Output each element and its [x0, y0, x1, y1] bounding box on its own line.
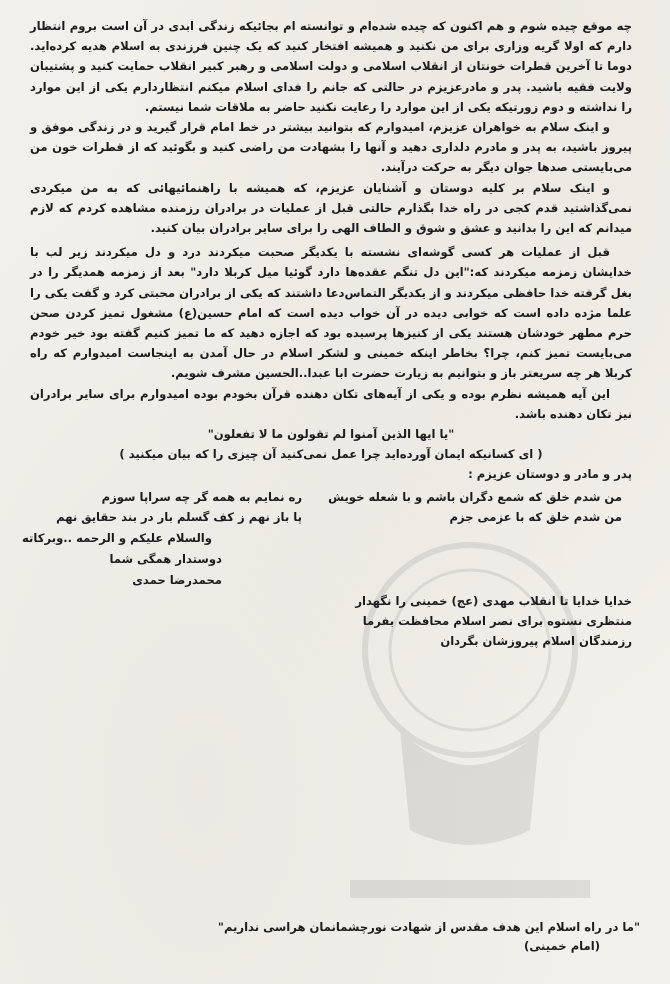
signature-block: [30, 549, 632, 591]
footer-source: (امام خمینی): [524, 939, 600, 953]
poem-line-2a: من شدم خلق که با عزمی جزم: [449, 509, 622, 524]
prayer-line-1: خدایا خدایا تا انقلاب مهدی (عج) خمینی را نگهدار: [355, 593, 632, 608]
signature-name: محمدرضا حمدی: [132, 572, 222, 587]
poem-line-2b: پا باز نهم ز کف گسلم بار در بند حقایق نهم: [56, 509, 302, 524]
letter-body: [22, 16, 632, 651]
closing-salutation: والسلام علیکم و الرحمه ..وبرکاته: [22, 530, 212, 545]
verse-translation: ( ای کسانیکه ایمان آورده‌اید چرا عمل نمی‌کنید آن چیزی را که بیان میکنید ): [119, 447, 543, 462]
paragraph-4: قبل از عملیات هر کسی گوشه‌ای نشسته با یکدیگر صحبت میکردند درد و دل میکردند زیر لب با خدایشان زمزمه میکردند که:"این دل تنگم عقده‌ها دارد گوئیا میل کربلا دارد" بعد از زمزمه همدیگر را در بغل گرفته خدا حافظی میکردند و از یکدیگر التماس‌دعا داشتند که یکی از برادران محبتی کرد و گفت یکی را علما مژده داده است که خوابی دیده در آن خواب دیده است که امام حسین(ع) مشغول تمیز کردن صحن حرم مطهر خودشان هستند یکی از کنیزها پرسیده بود که اجازه دهید که ما تمیز کنیم گفته بود خیر خودم می‌بایست تمیز کنم، چرا؟ بخاطر اینکه خمینی و لشکر اسلام در حال آمدن به اینجاست امیدوارم که راه کربلا هر چه سریعتر باز و بتوانیم به زیارت حضرت ابا عبدا..الحسین مشرف شویم.: [30, 245, 632, 381]
signature-line-1: دوستدار همگی شما: [109, 551, 222, 566]
poem-line-1a: من شدم خلق که شمع دگران باشم و با شعله خویش: [328, 489, 622, 504]
paragraph-2: و اینک سلام به خواهران عزیزم، امیدوارم که بتوانید بیشتر در خط امام قرار گیرید و در زندگی موفق و پیروز باشید، به پدر و مادرم دلداری دهید و آنها را بشهادت من راضی کنید و بگوئید که از قطرات خون من می‌بایستی صدها جوان دیگر به حرکت درآیند.: [30, 120, 632, 175]
footer-quote: "ما در راه اسلام این هدف مقدس از شهادت نورچشمانمان هراسی نداریم": [217, 920, 640, 934]
prayer-line-3: رزمندگان اسلام پیروزشان بگردان: [440, 634, 632, 649]
paragraph-3: و اینک سلام بر کلیه دوستان و آشنایان عزیزم، که همیشه با راهنمائیهائی که به من میکردی نمی‌گذاشتید قدم کجی در راه خدا بگذارم حالتی قبل از عملیات در برادران رزمنده مشاهده کردم که لازم میدانم که این را بدانید و عشق و شوق و الطاف الهی را برای سایر برادران بیان کنید.: [30, 180, 632, 236]
prayer-line-2: منتظری نستوه برای نصر اسلام محافظت بفرما: [362, 613, 632, 628]
address-line: پدر و مادر و دوستان عزیزم :: [468, 467, 632, 482]
paragraph-5: این آیه همیشه نظرم بوده و یکی از آیه‌های تکان دهنده قرآن بخودم بوده امیدوارم برای سایر برادران نیز تکان دهنده باشد.: [30, 386, 632, 421]
quran-verse: "یا ایها الذین آمنوا لم تقولون ما لا تفعلون": [207, 427, 455, 442]
paragraph-1: چه موقع چیده شوم و هم اکنون که چیده شده‌ام و توانسته ام بجائیکه زندگی ابدی در آن است بروم انتظار دارم که اولا گریه وزاری برای من نکنید و همیشه افتخار کنید که یک چنین فرزندی به اسلام هدیه کرده‌اید. دوما تا آخرین قطرات خونتان از انقلاب اسلامی و دولت اسلامی و رهبر کبیر انقلاب حمایت کنید و پشتیبان ولایت فقیه باشید. پدر و مادرعزیزم در حالتی که جانم را فدای اسلام میکنم انتظاردارم یکی از این موارد را نداشته و دوم زورتیکه یکی از این موارد را رعایت نکنید حاضر به ملاقات شما نیستم.: [30, 19, 632, 114]
poem-block: [22, 487, 632, 549]
poem-line-1b: ره نمایم به همه گر چه سراپا سوزم: [101, 489, 302, 504]
